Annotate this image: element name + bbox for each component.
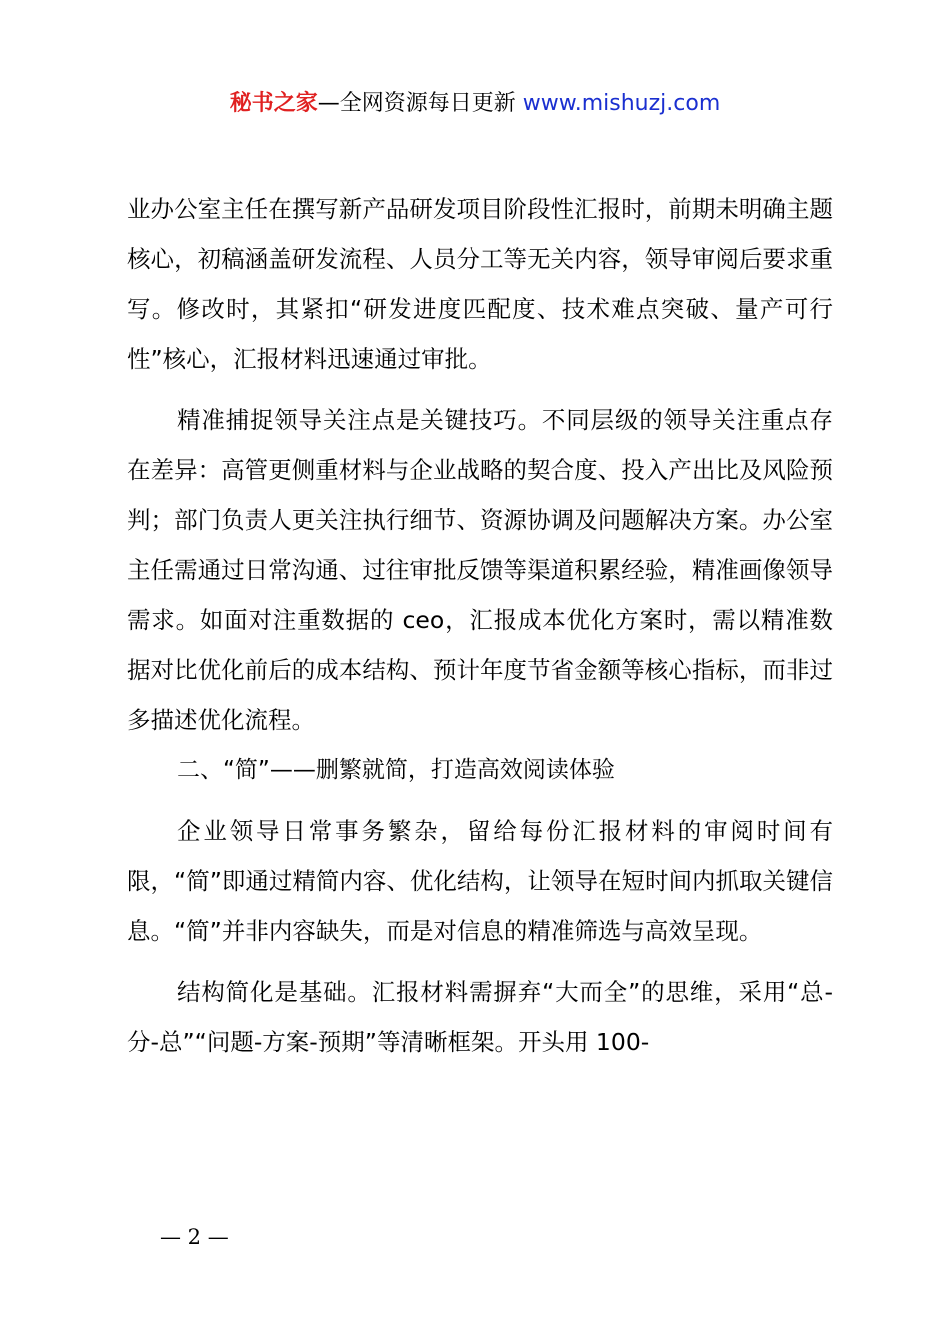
header-url-link[interactable]: www.mishuzj.com <box>522 91 721 116</box>
document-body <box>127 184 833 1067</box>
paragraph-1: 业办公室主任在撰写新产品研发项目阶段性汇报时，前期未明确主题核心，初稿涵盖研发流程、人员分工等无关内容，领导审阅后要求重写。修改时，其紧扣“研发进度匹配度、技术难点突破、量产可行性”核心，汇报材料迅速通过审批。 <box>127 195 833 373</box>
page-header <box>0 86 950 122</box>
section-heading: 二、“简”——删繁就简，打造高效阅读体验 <box>177 757 615 783</box>
paragraph-4: 结构简化是基础。汇报材料需摒弃“大而全”的思维，采用“总-分-总”“问题-方案-预期”等清晰框架。开头用 100- <box>127 978 833 1056</box>
paragraph-3: 企业领导日常事务繁杂，留给每份汇报材料的审阅时间有限，“简”即通过精简内容、优化结构，让领导在短时间内抓取关键信息。“简”并非内容缺失，而是对信息的精准筛选与高效呈现。 <box>127 817 833 945</box>
page-number: — 2 — <box>160 1225 229 1249</box>
paragraph-2: 精准捕捉领导关注点是关键技巧。不同层级的领导关注重点存在差异：高管更侧重材料与企业战略的契合度、投入产出比及风险预判；部门负责人更关注执行细节、资源协调及问题解决方案。办公室主任需通过日常沟通、过往审批反馈等渠道积累经验，精准画像领导需求。如面对注重数据的 ceo，汇报成本优化方案时，需以精准数据对比优化前后的成本结构、预计年度节省金额等核心指标，而非过多描述优化流程。 <box>127 406 833 734</box>
header-tagline: —全网资源每日更新 <box>317 91 523 116</box>
header-brand: 秘书之家 <box>229 91 318 116</box>
